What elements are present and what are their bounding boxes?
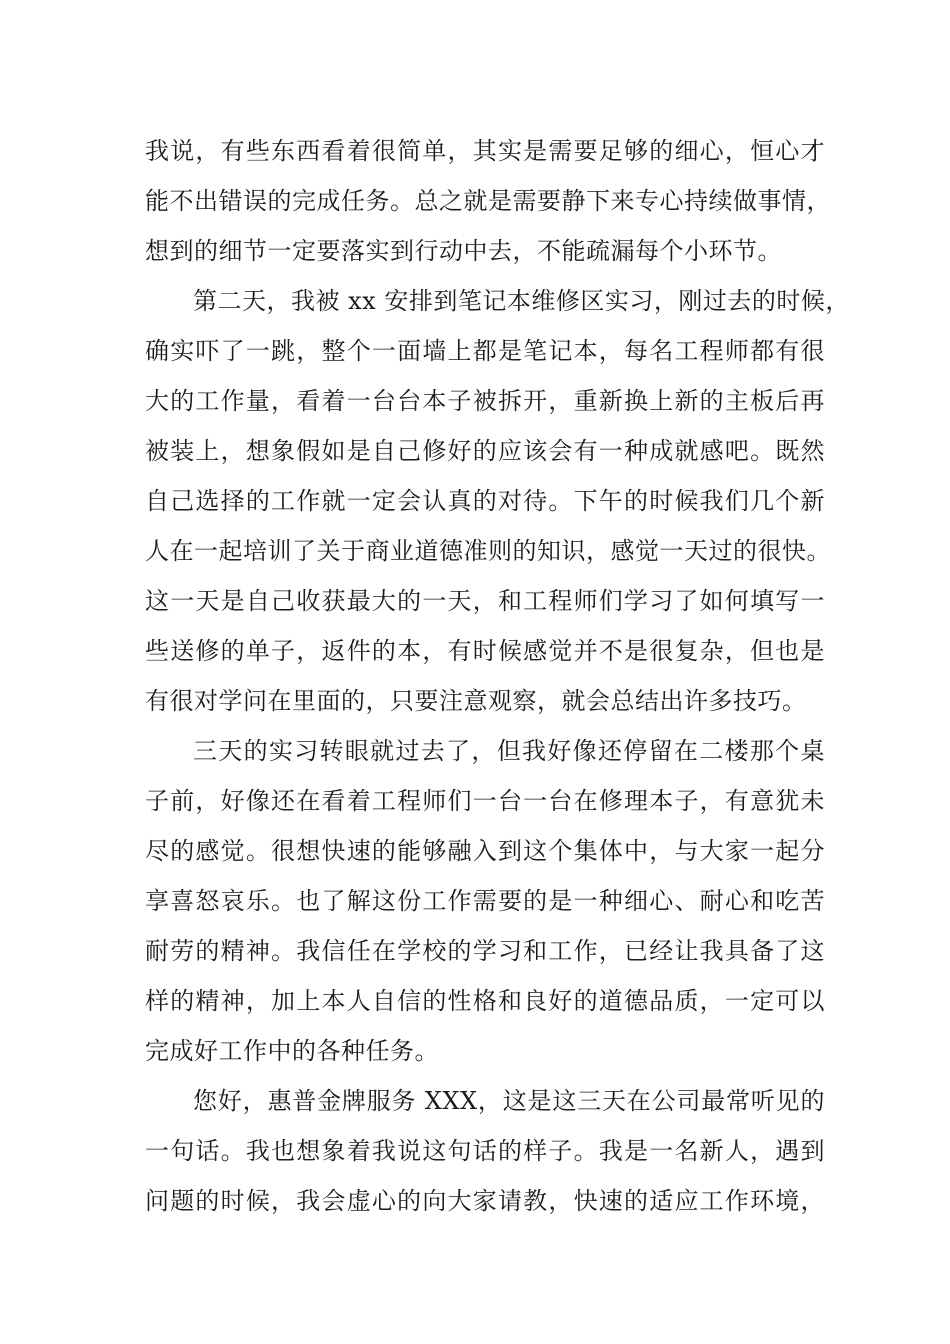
- text-line: 我说，有些东西看着很简单，其实是需要足够的细心，恒心才: [145, 137, 825, 165]
- text-line: 大的工作量，看着一台台本子被拆开，重新换上新的主板后再: [145, 387, 825, 415]
- text-line: 享喜怒哀乐。也了解这份工作需要的是一种细心、耐心和吃苦: [145, 887, 825, 915]
- text-line: 子前，好像还在看着工程师们一台一台在修理本子，有意犹未: [145, 787, 825, 815]
- text-line: 问题的时候，我会虚心的向大家请教，快速的适应工作环境，: [145, 1187, 825, 1215]
- text-line: 有很对学问在里面的，只要注意观察，就会总结出许多技巧。: [145, 687, 807, 715]
- text-line: 被装上，想象假如是自己修好的应该会有一种成就感吧。既然: [145, 437, 825, 465]
- text-line: 一句话。我也想象着我说这句话的样子。我是一名新人，遇到: [145, 1137, 825, 1165]
- text-line: 确实吓了一跳，整个一面墙上都是笔记本，每名工程师都有很: [145, 337, 825, 365]
- text-line: 这一天是自己收获最大的一天，和工程师们学习了如何填写一: [145, 587, 825, 615]
- text-line: 尽的感觉。很想快速的能够融入到这个集体中，与大家一起分: [145, 837, 825, 865]
- text-line: 能不出错误的完成任务。总之就是需要静下来专心持续做事情，: [145, 187, 831, 215]
- paragraph-first-line: 您好，惠普金牌服务 XXX，这是这三天在公司最常听见的: [193, 1087, 825, 1115]
- text-line: 耐劳的精神。我信任在学校的学习和工作，已经让我具备了这: [145, 937, 825, 965]
- text-line: 样的精神，加上本人自信的性格和良好的道德品质，一定可以: [145, 987, 825, 1015]
- text-line: 想到的细节一定要落实到行动中去，不能疏漏每个小环节。: [145, 237, 782, 265]
- paragraph-first-line: 三天的实习转眼就过去了，但我好像还停留在二楼那个桌: [193, 737, 825, 765]
- text-line: 完成好工作中的各种任务。: [145, 1037, 439, 1065]
- paragraph-first-line: 第二天，我被 xx 安排到笔记本维修区实习，刚过去的时候，: [193, 287, 850, 315]
- text-line: 自己选择的工作就一定会认真的对待。下午的时候我们几个新: [145, 487, 825, 515]
- text-line: 人在一起培训了关于商业道德准则的知识，感觉一天过的很快。: [145, 537, 831, 565]
- text-line: 些送修的单子，返件的本，有时候感觉并不是很复杂，但也是: [145, 637, 825, 665]
